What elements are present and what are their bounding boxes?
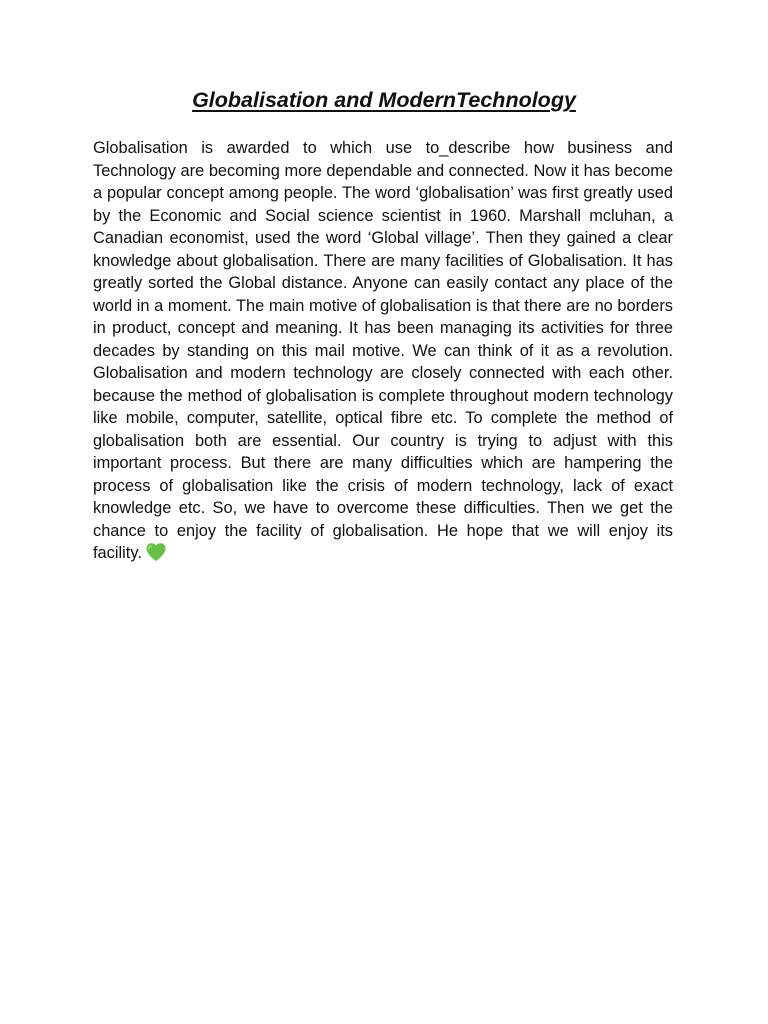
- document-body: [93, 137, 673, 565]
- body-paragraph-text: Globalisation is awarded to which use to_describe how business and Technology are becoming more dependable and connected. Now it has become a popular concept among people. The word ‘globalisation’ was first greatly used by the Economic and Social science scientist in 1960. Marshall mcluhan, a Canadian economist, used the word ‘Global village’. Then they gained a clear knowledge about globalisation. There are many facilities of Globalisation. It has greatly sorted the Global distance. Anyone can easily contact any place of the world in a moment. The main motive of globalisation is that there are no borders in product, concept and meaning. It has been managing its activities for three decades by standing on this mail motive. We can think of it as a revolution. Globalisation and modern technology are closely connected with each other. because the method of globalisation is complete throughout modern technology like mobile, computer, satellite, optical fibre etc. To complete the method of globalisation both are essential. Our country is trying to adjust with this important process. But there are many difficulties which are hampering the process of globalisation like the crisis of modern technology, lack of exact knowledge etc. So, we have to overcome these difficulties. Then we get the chance to enjoy the facility of globalisation. He hope that we will enjoy its facility.: [93, 139, 673, 562]
- green-heart-icon: [145, 542, 167, 562]
- document-title: Globalisation and ModernTechnology: [192, 88, 576, 112]
